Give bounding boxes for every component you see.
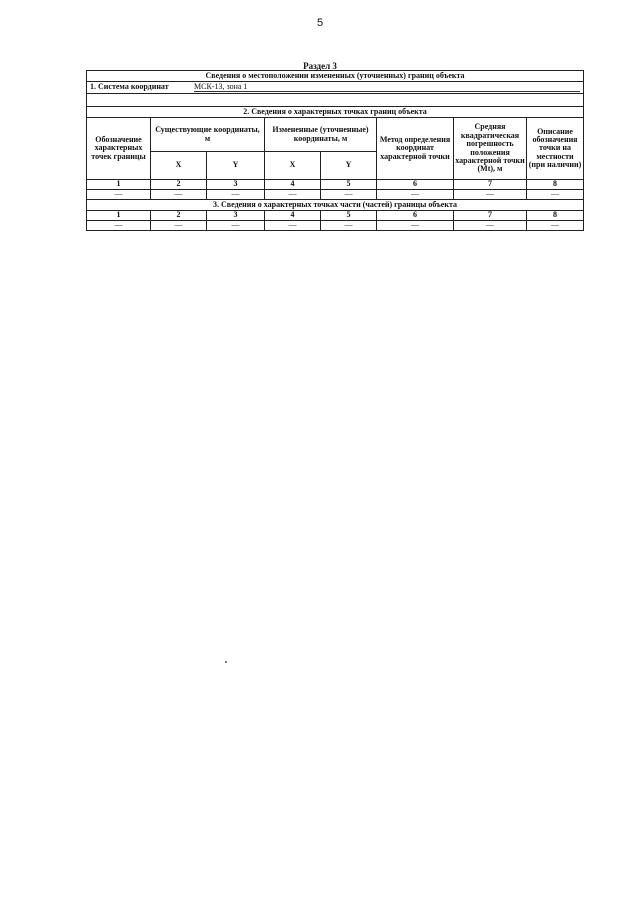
- header-existing-y: Y: [207, 152, 265, 180]
- column-number: 5: [321, 211, 377, 221]
- column-number: 3: [207, 180, 265, 190]
- page-number: 5: [316, 17, 324, 29]
- boundary-table: [86, 70, 584, 231]
- table-row: [87, 221, 584, 231]
- table-title: Сведения о местоположении измененных (уточненных) границ объекта: [87, 71, 584, 82]
- empty-cell: —: [207, 221, 265, 231]
- blank-row: [87, 94, 584, 107]
- empty-cell: —: [377, 221, 454, 231]
- empty-cell: —: [454, 190, 527, 200]
- column-number: 7: [454, 211, 527, 221]
- empty-cell: —: [151, 221, 207, 231]
- header-existing-coords: Существующие координаты, м: [151, 118, 265, 152]
- empty-cell: —: [87, 190, 151, 200]
- empty-cell: —: [377, 190, 454, 200]
- column-number: 4: [265, 180, 321, 190]
- empty-cell: —: [265, 190, 321, 200]
- column-number: 6: [377, 211, 454, 221]
- column-number: 5: [321, 180, 377, 190]
- header-error: Средняя квадратическая погрешность положения характерной точки (Mt), м: [454, 118, 527, 180]
- column-number: 1: [87, 211, 151, 221]
- part2-column-numbers: [87, 180, 584, 190]
- header-designation: Обозначение характерных точек границы: [87, 118, 151, 180]
- scan-speck: [225, 661, 227, 663]
- column-number: 2: [151, 180, 207, 190]
- empty-cell: —: [321, 190, 377, 200]
- header-changed-y: Y: [321, 152, 377, 180]
- column-number: 3: [207, 211, 265, 221]
- column-number: 7: [454, 180, 527, 190]
- empty-cell: —: [321, 221, 377, 231]
- header-changed-coords: Измененные (уточненные) координаты, м: [265, 118, 377, 152]
- coord-system-value: МСК-13, зона 1: [194, 83, 580, 92]
- empty-cell: —: [151, 190, 207, 200]
- part3-title: 3. Сведения о характерных точках части (частей) границы объекта: [87, 200, 584, 211]
- column-number: 4: [265, 211, 321, 221]
- header-description: Описание обозначения точки на местности (при наличии): [527, 118, 584, 180]
- column-number: 1: [87, 180, 151, 190]
- header-method: Метод определения координат характерной точки: [377, 118, 454, 180]
- column-number: 6: [377, 180, 454, 190]
- empty-cell: —: [87, 221, 151, 231]
- header-changed-x: X: [265, 152, 321, 180]
- section-title: Раздел 3: [303, 61, 337, 71]
- coord-system-row: [87, 82, 584, 94]
- empty-cell: —: [265, 221, 321, 231]
- empty-cell: —: [207, 190, 265, 200]
- empty-cell: —: [527, 221, 584, 231]
- header-existing-x: X: [151, 152, 207, 180]
- empty-cell: —: [454, 221, 527, 231]
- part2-title: 2. Сведения о характерных точках границ объекта: [87, 107, 584, 118]
- coord-system-label: 1. Система координат: [90, 81, 169, 91]
- column-number: 8: [527, 180, 584, 190]
- column-number: 8: [527, 211, 584, 221]
- empty-cell: —: [527, 190, 584, 200]
- table-row: [87, 190, 584, 200]
- part3-column-numbers: [87, 211, 584, 221]
- column-number: 2: [151, 211, 207, 221]
